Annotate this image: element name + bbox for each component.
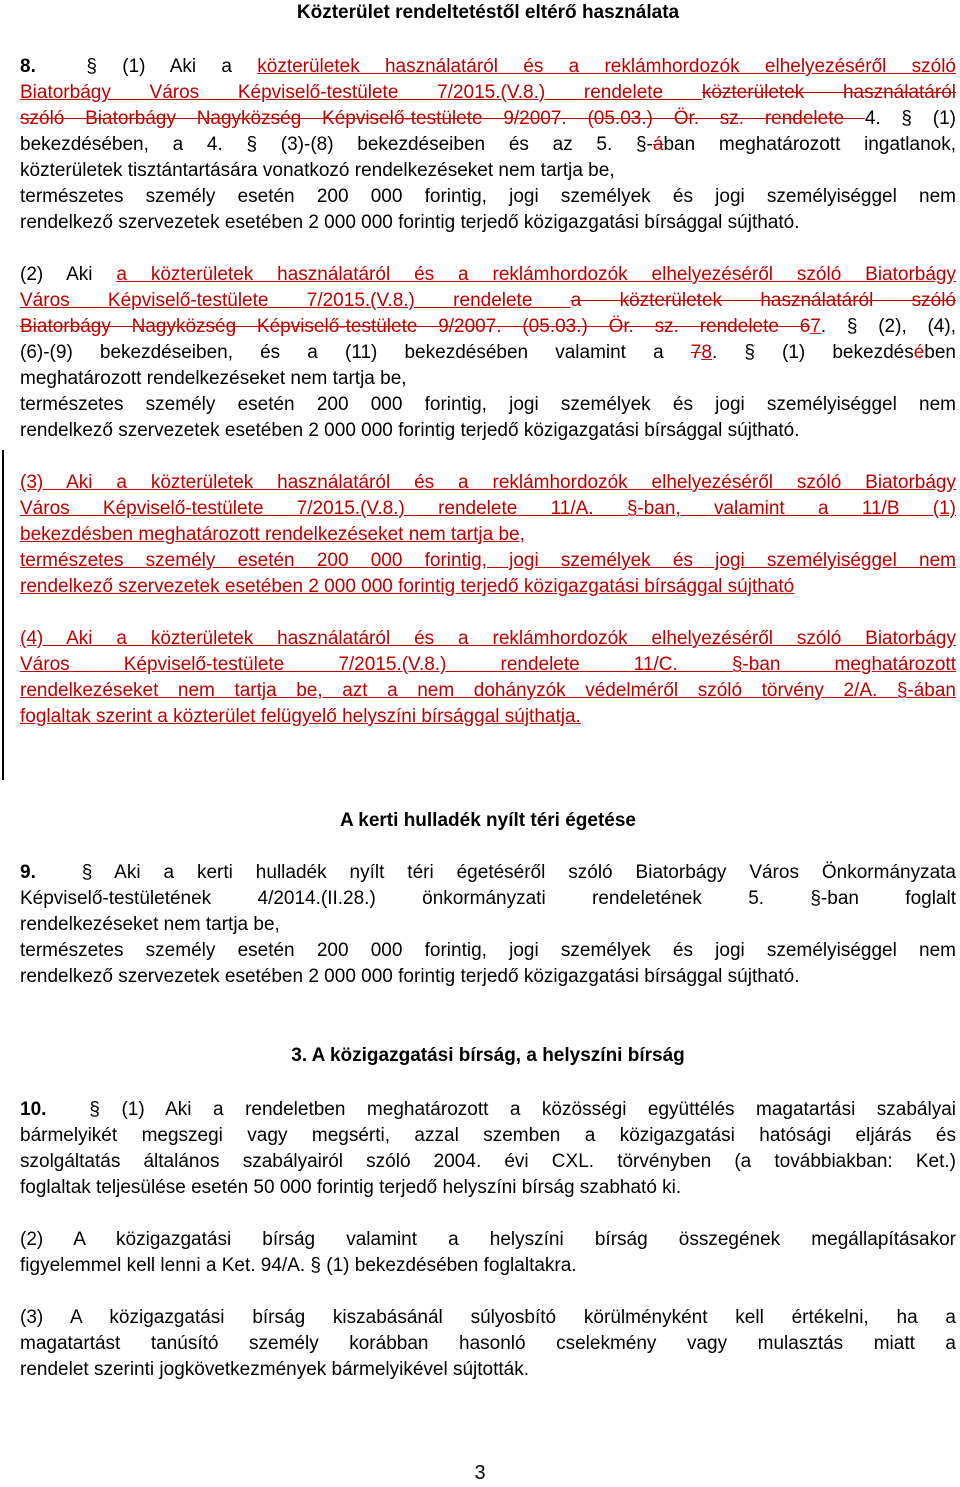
text-line: közterületek tisztántartására vonatkozó rendelkezéseket nem tartja be,	[20, 160, 615, 181]
text-span: bekezdésében, a 4. § (3)-(8) bekezdéseiben és az 5. §-	[20, 134, 653, 155]
text-line: figyelemmel kell lenni a Ket. 94/A. § (1) bekezdésében foglaltakra.	[20, 1255, 577, 1276]
text-line: rendelkező szervezetek esetében 2 000 000 forintig terjedő közigazgatási bírsággal sújtható.	[20, 420, 800, 441]
text-line	[20, 262, 956, 288]
inserted-text: Város Képviselő-testülete 7/2015.(V.8.) rendelete	[20, 290, 571, 311]
paragraph-8-3	[20, 470, 956, 600]
text-line: rendelet szerinti jogkövetkezmények bármelyikével sújtották.	[20, 1359, 530, 1380]
inserted-text: Biatorbágy Város Képviselő-testülete 7/2015.(V.8.) rendelete	[20, 82, 702, 103]
text-line: (2) A közigazgatási bírság valamint a helyszíni bírság összegének megállapításakor	[20, 1229, 956, 1250]
inserted-line: Város Képviselő-testülete 7/2015.(V.8.) rendelete 11/C. §-ban meghatározott	[20, 654, 956, 675]
text-line: rendelkező szervezetek esetében 2 000 000 forintig terjedő közigazgatási bírsággal sújtható.	[20, 966, 800, 987]
inserted-line: rendelkezéseket nem tartja be, azt a nem dohányzók védelméről szóló törvény 2/A. §-ában	[20, 680, 956, 701]
text-span: § (1) Aki a rendeletben meghatározott a közösségi együttélés magatartási szabályai	[89, 1099, 956, 1120]
text-line	[20, 860, 956, 886]
inserted-line: bekezdésben meghatározott rendelkezéseket nem tartja be,	[20, 524, 525, 545]
text-span: § (1) Aki a	[86, 56, 258, 77]
text-span: (2) Aki	[20, 264, 117, 285]
text-line: magatartást tanúsító személy korábban hasonló cselekmény vagy mulasztás miatt a	[20, 1333, 956, 1354]
text-line	[20, 288, 956, 314]
text-span: ban meghatározott ingatlanok,	[663, 134, 956, 155]
deleted-text: á	[652, 134, 664, 155]
text-line: meghatározott rendelkezéseket nem tartja be,	[20, 368, 407, 389]
text-line: (3) A közigazgatási bírság kiszabásánál súlyosbító körülményként kell értékelni, ha a	[20, 1307, 956, 1328]
inserted-line: Város Képviselő-testülete 7/2015.(V.8.) rendelete 11/A. §-ban, valamint a 11/B (1)	[20, 498, 956, 519]
paragraph-10-2	[20, 1227, 956, 1279]
text-line: rendelkező szervezetek esetében 2 000 000 forintig terjedő közigazgatási bírsággal sújtható.	[20, 212, 800, 233]
inserted-line: (3) Aki a közterületek használatáról és a reklámhordozók elhelyezéséről szóló Biatorbágy	[20, 472, 956, 493]
paragraph-9	[20, 860, 956, 990]
text-line	[20, 106, 956, 132]
section-number: 10.	[20, 1099, 47, 1120]
section-number: 9.	[20, 862, 36, 883]
text-line: bármelyikét megszegi vagy megsérti, azzal szemben a közigazgatási hatósági eljárás és	[20, 1125, 956, 1146]
section-heading-fines: 3. A közigazgatási bírság, a helyszíni bírság	[291, 1045, 685, 1066]
deleted-text: közterületek használatáról	[701, 82, 956, 103]
text-line	[20, 54, 956, 80]
text-span: § Aki a kerti hulladék nyílt téri égetéséről szóló Biatorbágy Város Önkormányzata	[81, 862, 956, 883]
paragraph-8-4	[20, 626, 956, 730]
section-heading-garden-waste: A kerti hulladék nyílt téri égetése	[339, 810, 636, 831]
inserted-text: közterületek használatáról és a reklámhordozók elhelyezéséről szóló	[257, 56, 956, 77]
text-line	[20, 314, 956, 340]
inserted-line: rendelkező szervezetek esetében 2 000 000 forintig terjedő közigazgatási bírsággal sújtható	[20, 576, 795, 597]
inserted-line: természetes személy esetén 200 000 forintig, jogi személyek és jogi személyiséggel nem	[20, 550, 956, 571]
text-span: . § (2), (4),	[820, 316, 956, 337]
text-line: természetes személy esetén 200 000 forintig, jogi személyek és jogi személyiséggel nem	[20, 394, 956, 415]
text-span: 4. § (1)	[864, 108, 956, 129]
text-line	[20, 132, 956, 158]
page-number: 3	[474, 1462, 486, 1484]
text-line: természetes személy esetén 200 000 forintig, jogi személyek és jogi személyiséggel nem	[20, 940, 956, 961]
paragraph-8-1	[20, 54, 956, 236]
section-number: 8.	[20, 56, 36, 77]
inserted-text: 8	[701, 342, 712, 363]
paragraph-10-1	[20, 1097, 956, 1201]
text-span: ben	[924, 342, 956, 363]
text-line: természetes személy esetén 200 000 forintig, jogi személyek és jogi személyiséggel nem	[20, 186, 956, 207]
text-span: (6)-(9) bekezdéseiben, és a (11) bekezdésében valamint a	[20, 342, 691, 363]
deleted-text: 7	[690, 342, 702, 363]
inserted-line: (4) Aki a közterületek használatáról és a reklámhordozók elhelyezéséről szóló Biatorbágy	[20, 628, 956, 649]
deleted-text: Biatorbágy Nagyközség Képviselő-testülete 9/2007. (05.03.) Ör. sz. rendelete 6	[20, 316, 811, 337]
inserted-line: foglaltak szerint a közterület felügyelő helyszíni bírsággal sújthatja.	[20, 706, 581, 727]
deleted-text: szóló Biatorbágy Nagyközség Képviselő-testülete 9/2007. (05.03.) Ör. sz. rendelete	[20, 108, 865, 129]
inserted-text: 7	[810, 316, 821, 337]
deleted-text: a közterületek használatáról szóló	[570, 290, 956, 311]
revision-change-bar	[2, 450, 4, 780]
text-line	[20, 1097, 956, 1123]
text-line: rendelkezéseket nem tartja be,	[20, 914, 280, 935]
paragraph-8-2	[20, 262, 956, 444]
section-heading-public-space: Közterület rendeltetéstől eltérő használata	[296, 2, 680, 23]
text-line	[20, 80, 956, 106]
text-line	[20, 340, 956, 366]
inserted-text: a közterületek használatáról és a reklámhordozók elhelyezéséről szóló Biatorbágy	[116, 264, 956, 285]
text-span: . § (1) bekezdés	[711, 342, 914, 363]
text-line: foglaltak teljesülése esetén 50 000 forintig terjedő helyszíni bírság szabható ki.	[20, 1177, 682, 1198]
text-line: Képviselő-testületének 4/2014.(II.28.) önkormányzati rendeletének 5. §-ban foglalt	[20, 888, 956, 909]
paragraph-10-3	[20, 1305, 956, 1383]
text-line: szolgáltatás általános szabályairól szóló 2004. évi CXL. törvényben (a továbbiakban: Ket.)	[20, 1151, 956, 1172]
inserted-text: é	[913, 342, 925, 363]
